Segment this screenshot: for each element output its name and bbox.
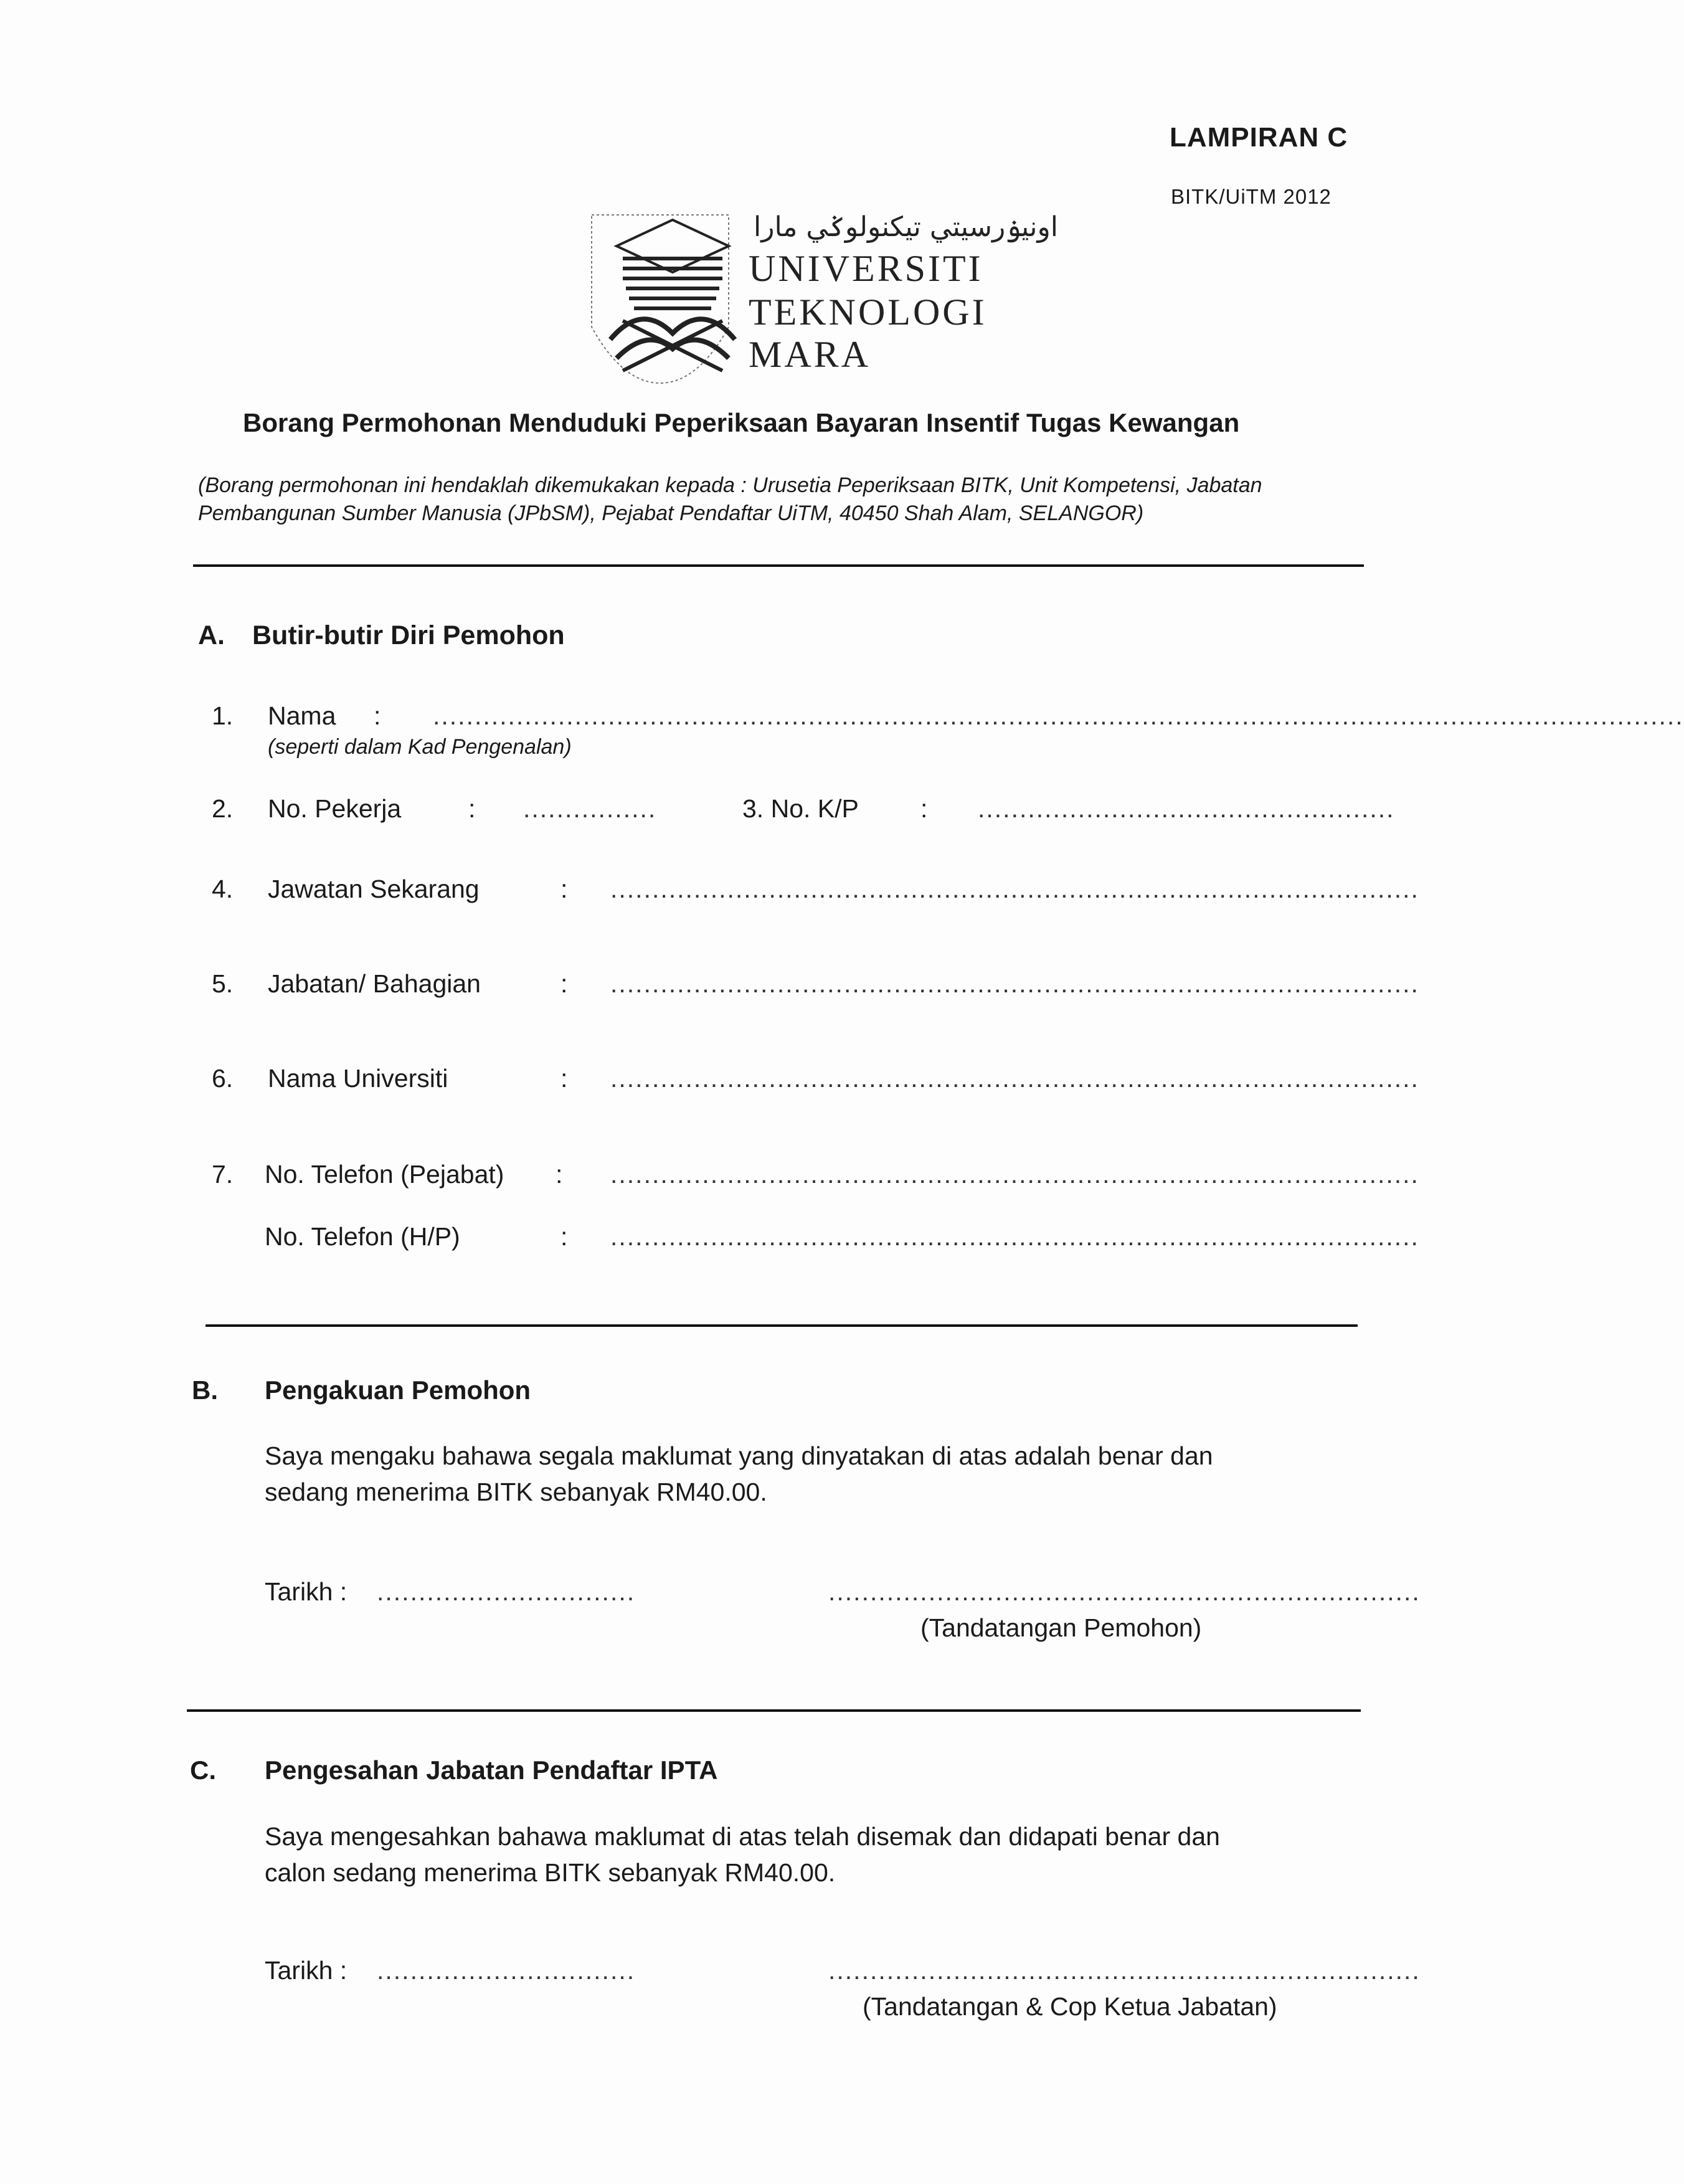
- field-pekerja-input[interactable]: ................: [523, 794, 657, 823]
- field-nama-input[interactable]: ......................................................................................................................................................: [433, 701, 1684, 730]
- field-jabatan-input[interactable]: .................................................................................................: [610, 969, 1419, 998]
- section-b-date-input[interactable]: ...............................: [377, 1577, 636, 1606]
- field-nama-number: 1.: [212, 701, 234, 730]
- field-jawatan-input[interactable]: .................................................................................................: [610, 875, 1419, 903]
- section-a-letter: A.: [198, 620, 225, 650]
- section-b-signature-caption: (Tandatangan Pemohon): [920, 1613, 1202, 1642]
- field-jabatan-number: 5.: [212, 969, 234, 998]
- section-c-title: Pengesahan Jabatan Pendaftar IPTA: [265, 1755, 718, 1785]
- section-b-signature-line[interactable]: .......................................................................: [828, 1577, 1421, 1606]
- field-jawatan-label: Jawatan Sekarang: [268, 875, 480, 903]
- field-tel-pejabat-colon: :: [556, 1160, 563, 1189]
- section-b-date-label: Tarikh :: [265, 1577, 348, 1606]
- field-tel-hp-label: No. Telefon (H/P): [265, 1222, 460, 1251]
- field-tel-hp-colon: :: [561, 1222, 568, 1251]
- section-b-letter: B.: [192, 1375, 218, 1405]
- university-logo: [585, 209, 1058, 383]
- section-c-signature-caption: (Tandatangan & Cop Ketua Jabatan): [863, 1992, 1277, 2021]
- section-c-letter: C.: [190, 1755, 216, 1785]
- field-universiti-number: 6.: [212, 1064, 234, 1093]
- field-pekerja-number: 2.: [212, 794, 234, 823]
- reference-code: BITK/UiTM 2012: [1171, 185, 1332, 208]
- annex-label: LAMPIRAN C: [1170, 122, 1348, 153]
- logo-line-1: UNIVERSITI: [749, 248, 983, 289]
- form-note-line-2: Pembangunan Sumber Manusia (JPbSM), Pejabat Pendaftar UiTM, 40450 Shah Alam, SELANGOR): [198, 501, 1144, 525]
- field-kp-input[interactable]: ..................................................: [978, 794, 1395, 823]
- field-universiti-colon: :: [561, 1064, 568, 1093]
- field-nama-colon: :: [374, 701, 381, 730]
- field-pekerja-colon: :: [468, 794, 476, 823]
- field-tel-number: 7.: [212, 1160, 234, 1189]
- field-tel-pejabat-input[interactable]: .................................................................................................: [610, 1160, 1419, 1189]
- logo-line-3: MARA: [749, 334, 871, 375]
- field-jawatan-colon: :: [561, 875, 568, 903]
- divider-a-b: [206, 1324, 1358, 1327]
- section-c-text-line-2: calon sedang menerima BITK sebanyak RM40.00.: [265, 1858, 836, 1887]
- logo-line-2: TEKNOLOGI: [749, 292, 987, 333]
- field-pekerja-label: No. Pekerja: [268, 794, 402, 823]
- field-nama-hint: (seperti dalam Kad Pengenalan): [268, 735, 572, 759]
- field-jabatan-colon: :: [561, 969, 568, 998]
- field-tel-hp-input[interactable]: .................................................................................................: [610, 1222, 1419, 1251]
- divider-b-c: [187, 1709, 1361, 1712]
- field-kp-colon: :: [920, 794, 928, 823]
- section-b-text-line-1: Saya mengaku bahawa segala maklumat yang dinyatakan di atas adalah benar dan: [265, 1441, 1213, 1470]
- section-b-title: Pengakuan Pemohon: [265, 1375, 531, 1405]
- section-c-signature-line[interactable]: .......................................................................: [828, 1956, 1421, 1985]
- form-note-line-1: (Borang permohonan ini hendaklah dikemukakan kepada : Urusetia Peperiksaan BITK, Unit Kompetensi, Jabatan: [198, 473, 1262, 497]
- uitm-crest-icon: [585, 209, 747, 383]
- section-c-date-input[interactable]: ...............................: [377, 1956, 636, 1985]
- field-jabatan-label: Jabatan/ Bahagian: [268, 969, 481, 998]
- field-tel-pejabat-label: No. Telefon (Pejabat): [265, 1160, 504, 1189]
- divider-top: [193, 564, 1364, 567]
- logo-jawi-text: اونيۏرسيتي تيكنولوݢي مارا: [754, 211, 1058, 243]
- field-kp-label: 3. No. K/P: [742, 794, 859, 823]
- field-universiti-label: Nama Universiti: [268, 1064, 448, 1093]
- section-b-text-line-2: sedang menerima BITK sebanyak RM40.00.: [265, 1478, 767, 1506]
- field-jawatan-number: 4.: [212, 875, 234, 903]
- form-title: Borang Permohonan Menduduki Peperiksaan Bayaran Insentif Tugas Kewangan: [243, 408, 1240, 437]
- section-a-title: Butir-butir Diri Pemohon: [252, 620, 565, 650]
- section-c-text-line-1: Saya mengesahkan bahawa maklumat di atas telah disemak dan didapati benar dan: [265, 1822, 1220, 1851]
- section-c-date-label: Tarikh :: [265, 1956, 348, 1985]
- field-universiti-input[interactable]: .................................................................................................: [610, 1064, 1419, 1093]
- field-nama-label: Nama: [268, 701, 336, 730]
